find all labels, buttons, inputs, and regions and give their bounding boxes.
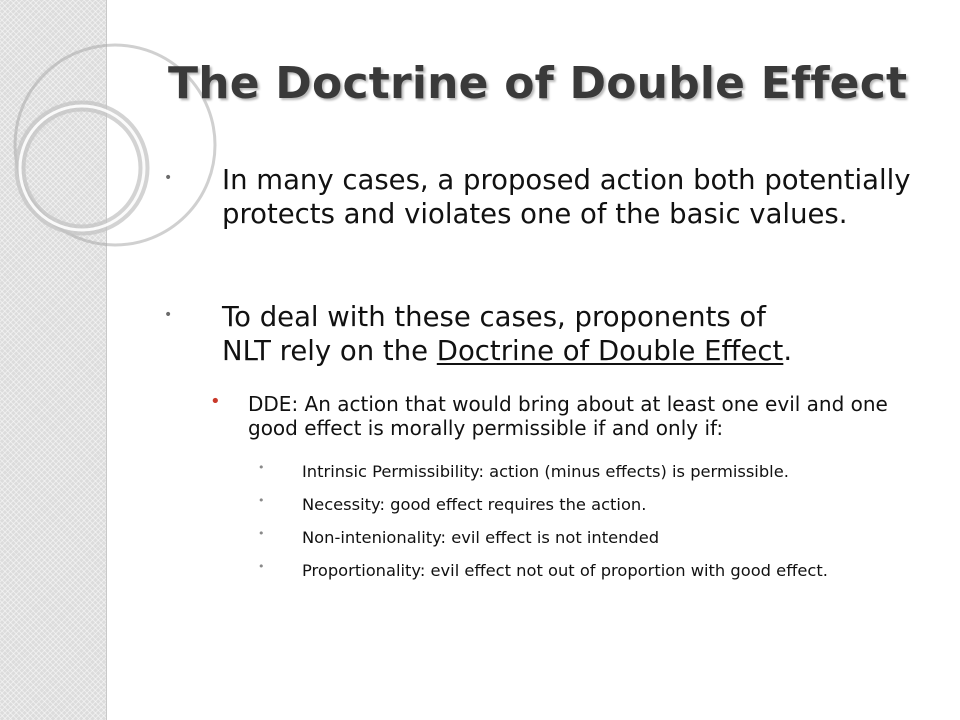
decorative-circle-ring-inner bbox=[20, 106, 144, 230]
decorative-circles bbox=[0, 0, 300, 300]
condition-dot-1: • bbox=[258, 461, 265, 474]
bullet-2-text bbox=[222, 300, 822, 368]
condition-dot-2: • bbox=[258, 494, 265, 507]
condition-intrinsic-permissibility: Intrinsic Permissibility: action (minus effects) is permissible. bbox=[302, 462, 789, 481]
condition-dot-3: • bbox=[258, 527, 265, 540]
bullet-1-text: In many cases, a proposed action both potentially protects and violates one of the basic values. bbox=[222, 164, 911, 230]
condition-non-intentionality: Non-intenionality: evil effect is not intended bbox=[302, 528, 660, 547]
slide-title: The Doctrine of Double Effect bbox=[168, 58, 908, 109]
condition-necessity: Necessity: good effect requires the action. bbox=[302, 495, 647, 514]
bullet-dot-2: • bbox=[164, 307, 173, 323]
condition-dot-4: • bbox=[258, 560, 265, 573]
bullet-2-lead-text: To deal with these cases, proponents of NLT rely on the bbox=[222, 301, 766, 367]
dde-definition-text: DDE: An action that would bring about at least one evil and one good effect is morally permissible if and only if: bbox=[248, 392, 888, 440]
sub-bullet-dot: • bbox=[210, 391, 221, 412]
bullet-2-end-text: . bbox=[783, 335, 793, 367]
condition-proportionality: Proportionality: evil effect not out of proportion with good effect. bbox=[302, 561, 828, 580]
doctrine-of-double-effect-term: Doctrine of Double Effect bbox=[436, 335, 784, 367]
bullet-dot-1: • bbox=[164, 170, 173, 186]
